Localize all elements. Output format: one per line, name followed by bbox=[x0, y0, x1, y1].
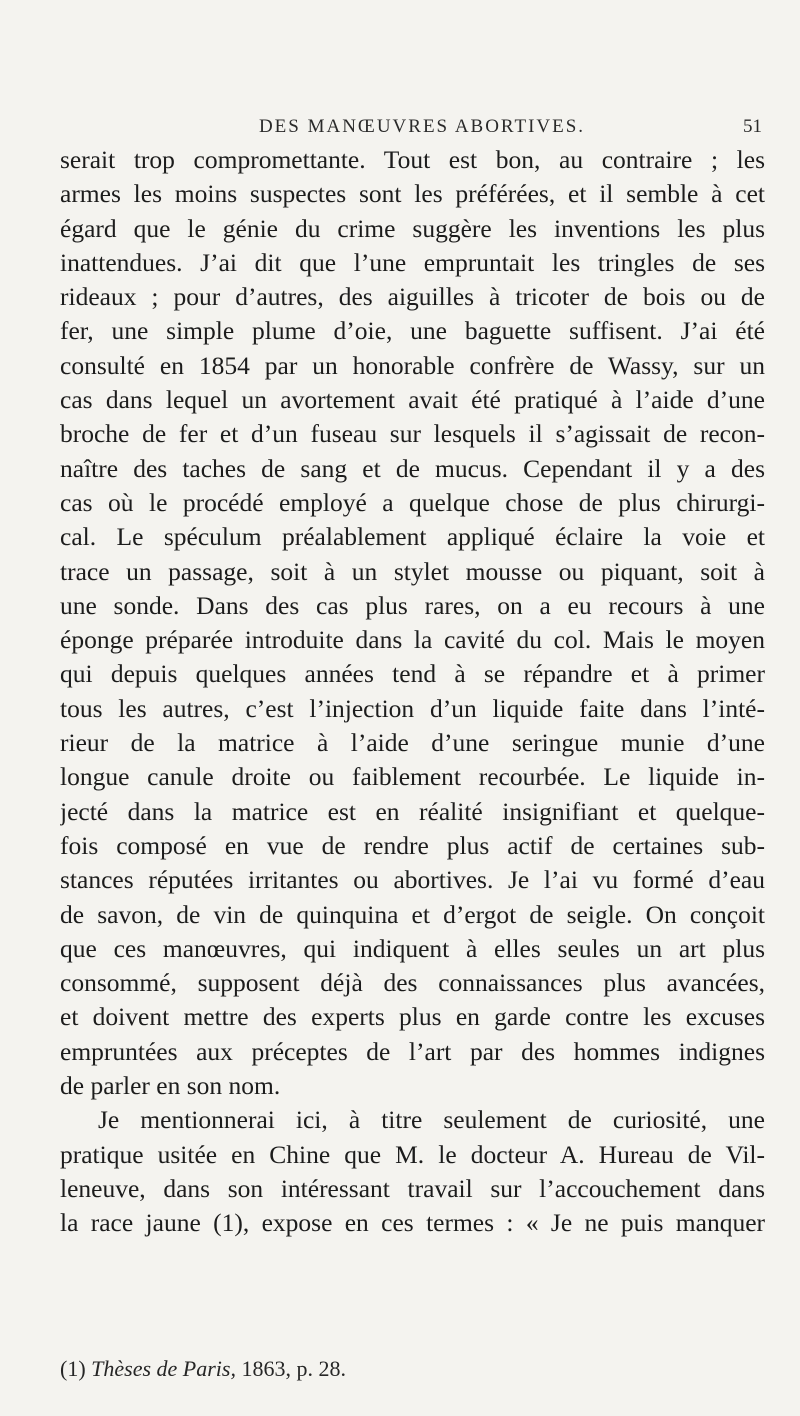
footnote-title: Thèses de Paris, bbox=[91, 1356, 236, 1381]
text-line: trace un passage, soit à un stylet mousse ou piquant, soit à bbox=[60, 556, 765, 586]
paragraph-2 bbox=[60, 1103, 765, 1240]
body-text bbox=[60, 143, 765, 1241]
text-line: de parler en son nom. bbox=[60, 1071, 281, 1101]
text-line: tous les autres, c’est l’injection d’un liquide faite dans l’inté- bbox=[60, 693, 765, 723]
text-line: et doivent mettre des experts plus en garde contre les excuses bbox=[60, 1002, 765, 1032]
text-line: rieur de la matrice à l’aide d’une seringue munie d’une bbox=[60, 728, 765, 758]
text-line: fer, une simple plume d’oie, une baguette suffisent. J’ai été bbox=[60, 316, 765, 346]
running-title: DES MANŒUVRES ABORTIVES. bbox=[258, 116, 586, 137]
text-line: broche de fer et d’un fuseau sur lesquels il s’agissait de recon- bbox=[60, 419, 765, 449]
text-line: armes les moins suspectes sont les préférées, et il semble à cet bbox=[60, 179, 765, 209]
text-line: Je mentionnerai ici, à titre seulement de curiosité, une bbox=[98, 1105, 765, 1135]
text-line: que ces manœuvres, qui indiquent à elles seules un art plus bbox=[60, 933, 765, 963]
text-line: fois composé en vue de rendre plus actif de certaines sub- bbox=[60, 830, 765, 860]
text-line: serait trop compromettante. Tout est bon, au contraire ; les bbox=[60, 145, 765, 174]
text-line: une sonde. Dans des cas plus rares, on a eu recours à une bbox=[60, 590, 765, 620]
text-line: consulté en 1854 par un honorable confrère de Wassy, sur un bbox=[60, 350, 765, 380]
text-line: qui depuis quelques années tend à se répandre et à primer bbox=[60, 659, 765, 689]
text-line: longue canule droite ou faiblement recourbée. Le liquide in- bbox=[60, 762, 765, 792]
text-line: cas où le procédé employé a quelque chose de plus chirurgi- bbox=[60, 487, 765, 517]
footnote-reference: 1863, p. 28. bbox=[235, 1356, 346, 1381]
text-line: éponge préparée introduite dans la cavité du col. Mais le moyen bbox=[60, 625, 765, 655]
text-line: empruntées aux préceptes de l’art par des hommes indignes bbox=[60, 1036, 765, 1066]
footnote bbox=[60, 1354, 760, 1384]
text-line: cas dans lequel un avortement avait été pratiqué à l’aide d’une bbox=[60, 385, 765, 415]
text-line: la race jaune (1), expose en ces termes : « Je ne puis manquer bbox=[60, 1208, 765, 1238]
text-line: consommé, supposent déjà des connaissances plus avancées, bbox=[60, 968, 765, 998]
page-number: 51 bbox=[743, 116, 762, 137]
text-line: pratique usitée en Chine que M. le docteur A. Hureau de Vil- bbox=[60, 1139, 765, 1169]
text-line: égard que le génie du crime suggère les inventions les plus bbox=[60, 213, 765, 243]
footnote-marker: (1) bbox=[60, 1356, 86, 1381]
running-head bbox=[82, 116, 762, 146]
text-line: inattendues. J’ai dit que l’une empruntait les tringles de ses bbox=[60, 247, 765, 277]
text-line: stances réputées irritantes ou abortives. Je l’ai vu formé d’eau bbox=[60, 865, 765, 895]
text-line: rideaux ; pour d’autres, des aiguilles à tricoter de bois ou de bbox=[60, 282, 765, 312]
paragraph-1 bbox=[60, 143, 765, 1103]
text-line: de savon, de vin de quinquina et d’ergot de seigle. On conçoit bbox=[60, 899, 765, 929]
text-line: cal. Le spéculum préalablement appliqué éclaire la voie et bbox=[60, 522, 765, 552]
text-line: naître des taches de sang et de mucus. Cependant il y a des bbox=[60, 453, 765, 483]
text-line: jecté dans la matrice est en réalité insignifiant et quelque- bbox=[60, 796, 765, 826]
text-line: leneuve, dans son intéressant travail sur l’accouchement dans bbox=[60, 1173, 765, 1203]
